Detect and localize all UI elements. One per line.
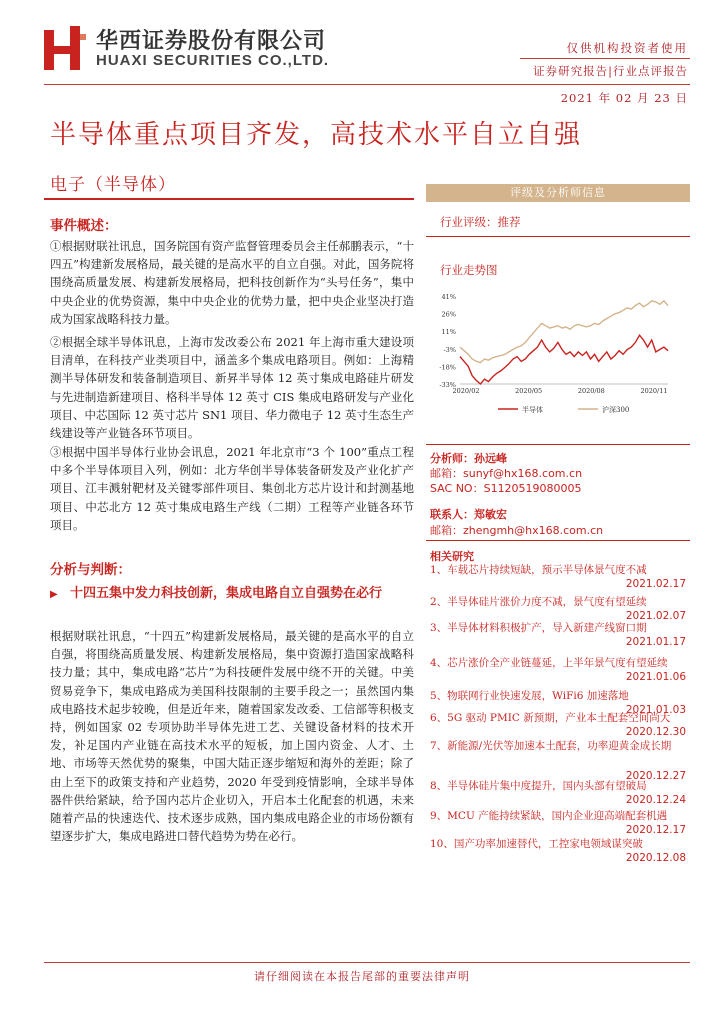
investor-note: 仅供机构投资者使用 <box>566 41 688 55</box>
related-item[interactable]: 6、5G 驱动 PMIC 新预期，产业本土配套空间尚大 <box>430 712 671 724</box>
related-item-date: 2021.01.06 <box>625 671 686 683</box>
company-name-cn: 华西证券股份有限公司 <box>96 29 327 54</box>
analyst-sac: SAC NO：S1120519080005 <box>430 482 582 495</box>
analyst-email[interactable]: 邮箱：sunyf@hx168.com.cn <box>430 467 583 480</box>
analysis-paragraph: 根据财联社讯息，“十四五”构建新发展格局，最关键的是高水平的自立自强，将围绕高质量发展、构建新发展格局，集中资源打造国家战略科技力量；其中，集成电路“芯片”为科技硬件发展中绕不开的关键。中美贸易竞争下，集成电路成为美国科技限制的主要手段之一；虽然国内集成电路技术起步较晚，但是近年来，随着国家发改委、工信部等积极支持，例如国家 02 专项协助半导体先进工艺、关键设备材料的技术开发，补足国内产业链在高技术水平的短板，加上国内资金、人才、土地、市场等天然优势的聚集，中国大陆正逐步缩短和海外的差距；除了由上至下的政策支持和产业趋势，2020 年受到疫情影响，全球半导体器件供给紧缺，给予国内芯片企业切入，开启本土化配套的机遇，未来随着产品的快速迭代、技术逐步成熟，国内集成电路企业的市场份额有望逐步扩大，集成电路进口替代趋势为势在必行。 <box>50 629 414 844</box>
analysis-heading: 分析与判断： <box>50 562 131 578</box>
series-line <box>460 335 668 384</box>
related-item-date: 2020.12.30 <box>625 726 686 738</box>
analysis-subheading <box>50 584 412 605</box>
contact-name: 联系人：郑敏宏 <box>430 508 507 521</box>
x-axis <box>452 387 667 395</box>
footer-divider <box>44 962 690 963</box>
related-item[interactable]: 3、半导体材料积极扩产，导入新建产线窗口期 <box>430 622 647 634</box>
y-tick-label: -33% <box>439 381 456 389</box>
legend-label: 沪深300 <box>602 406 630 414</box>
arrow-icon: ▶ <box>50 589 58 600</box>
trend-chart <box>428 288 688 428</box>
related-item[interactable]: 4、芯片涨价全产业链蔓延，上半年景气度有望延续 <box>430 657 668 669</box>
company-logo <box>44 26 86 70</box>
event-paragraph-1: ①根据财联社讯息，国务院国有资产监督管理委员会主任郝鹏表示，“十四五”构建新发展格局，最关键的是高水平的自立自强。对此，国务院将围绕高质量发展、构建新发展格局，把科技创新作为“头号任务”，集中中央企业的优势资源，集中中央企业的优势力量，把中央企业坚决打造成为国家战略科技力量。 <box>50 239 414 326</box>
related-item[interactable]: 7、新能源/光伏等加速本土配套，功率迎黄金成长期 <box>430 740 672 752</box>
series-lines <box>460 301 668 384</box>
related-item-date: 2021.02.17 <box>625 578 686 590</box>
related-item-date: 2021.02.07 <box>625 610 686 622</box>
analyst-divider <box>426 444 690 445</box>
report-title: 半导体重点项目齐发，高技术水平自立自强 <box>50 120 583 150</box>
divider <box>520 58 690 59</box>
related-title: 相关研究 <box>430 550 474 563</box>
event-paragraph-2: ②根据全球半导体讯息，上海市发改委公布 2021 年上海市重大建设项目清单，在科技产业类项目中，涵盖多个集成电路项目。例如：上海精测半导体研发和装备制造项目、新昇半导体 12 英寸集成电路硅片研发与先进制造新建项目、格科半导体 12 英寸 CIS 集成电路研发与产业化项目、中芯国际 12 英寸芯片 SN1 项目、华力微电子 12 英寸生态生产线建设等产业链各环节项目。 <box>50 335 414 441</box>
x-tick-label: 2020/02 <box>452 387 480 395</box>
report-date: 2021 年 02 月 23 日 <box>560 91 688 105</box>
analyst-name: 分析师：孙远峰 <box>430 452 507 465</box>
industry-label: 电子（半导体） <box>50 175 176 195</box>
related-item[interactable]: 8、半导体硅片集中度提升，国内头部有望破局 <box>430 780 647 792</box>
analysis-subheading-text: 十四五集中发力科技创新，集成电路自立自强势在必行 <box>70 586 383 601</box>
rating-divider <box>426 236 690 237</box>
related-item-date: 2020.12.24 <box>625 794 686 806</box>
related-item-date: 2020.12.27 <box>625 770 686 782</box>
related-item[interactable]: 2、半导体硅片涨价力度不减，景气度有望延续 <box>430 596 647 608</box>
rating-bar: 评级及分析师信息 <box>426 184 690 202</box>
x-tick-label: 2020/08 <box>577 387 605 395</box>
company-name-en: HUAXI SECURITIES CO.,LTD. <box>96 52 330 69</box>
report-type: 证券研究报告|行业点评报告 <box>533 64 688 78</box>
related-item[interactable]: 9、MCU 产能持续紧缺，国内企业迎高端配套机遇 <box>430 810 668 822</box>
industry-rating: 行业评级：推荐 <box>440 215 521 229</box>
contact-email[interactable]: 邮箱：zhengmh@hx168.com.cn <box>430 524 604 537</box>
related-item[interactable]: 1、车载芯片持续短缺，预示半导体景气度不减 <box>430 564 647 576</box>
related-item-date: 2021.01.03 <box>625 704 686 716</box>
x-tick-label: 2020/05 <box>515 387 543 395</box>
y-tick-label: 11% <box>441 328 456 337</box>
y-tick-label: 41% <box>441 293 456 301</box>
related-item-date: 2021.01.17 <box>625 636 686 648</box>
y-tick-label: -3% <box>443 345 456 354</box>
trend-title: 行业走势图 <box>440 263 498 277</box>
related-divider <box>426 540 690 541</box>
industry-underline <box>44 198 414 200</box>
legend-label: 半导体 <box>522 406 543 414</box>
x-tick-label: 2020/11 <box>640 387 668 395</box>
header-divider <box>44 84 690 85</box>
chart-legend <box>498 405 629 414</box>
related-item[interactable]: 5、物联网行业快速发展，WiFi6 加速落地 <box>430 690 629 702</box>
event-paragraph-3: ③根据中国半导体行业协会讯息，2021 年北京市“3 个 100”重点工程中多个半导体项目入列，例如：北方华创半导体装备研发及产业化扩产项目、江丰溅射靶材及关键零部件项目、集创北方芯片设计和封测基地项目、中芯北方 12 英寸集成电路生产线（二期）工程等产业链各环节项目。 <box>50 445 414 532</box>
related-item-date: 2020.12.08 <box>625 852 686 864</box>
event-heading: 事件概述： <box>50 218 118 234</box>
series-line <box>460 301 668 363</box>
related-item[interactable]: 10、国产功率加速替代，工控家电领域谋突破 <box>430 838 643 850</box>
related-item-date: 2020.12.17 <box>625 824 686 836</box>
y-tick-label: -18% <box>439 363 456 372</box>
legal-notice: 请仔细阅读在本报告尾部的重要法律声明 <box>254 970 470 983</box>
y-tick-label: 26% <box>441 310 456 319</box>
